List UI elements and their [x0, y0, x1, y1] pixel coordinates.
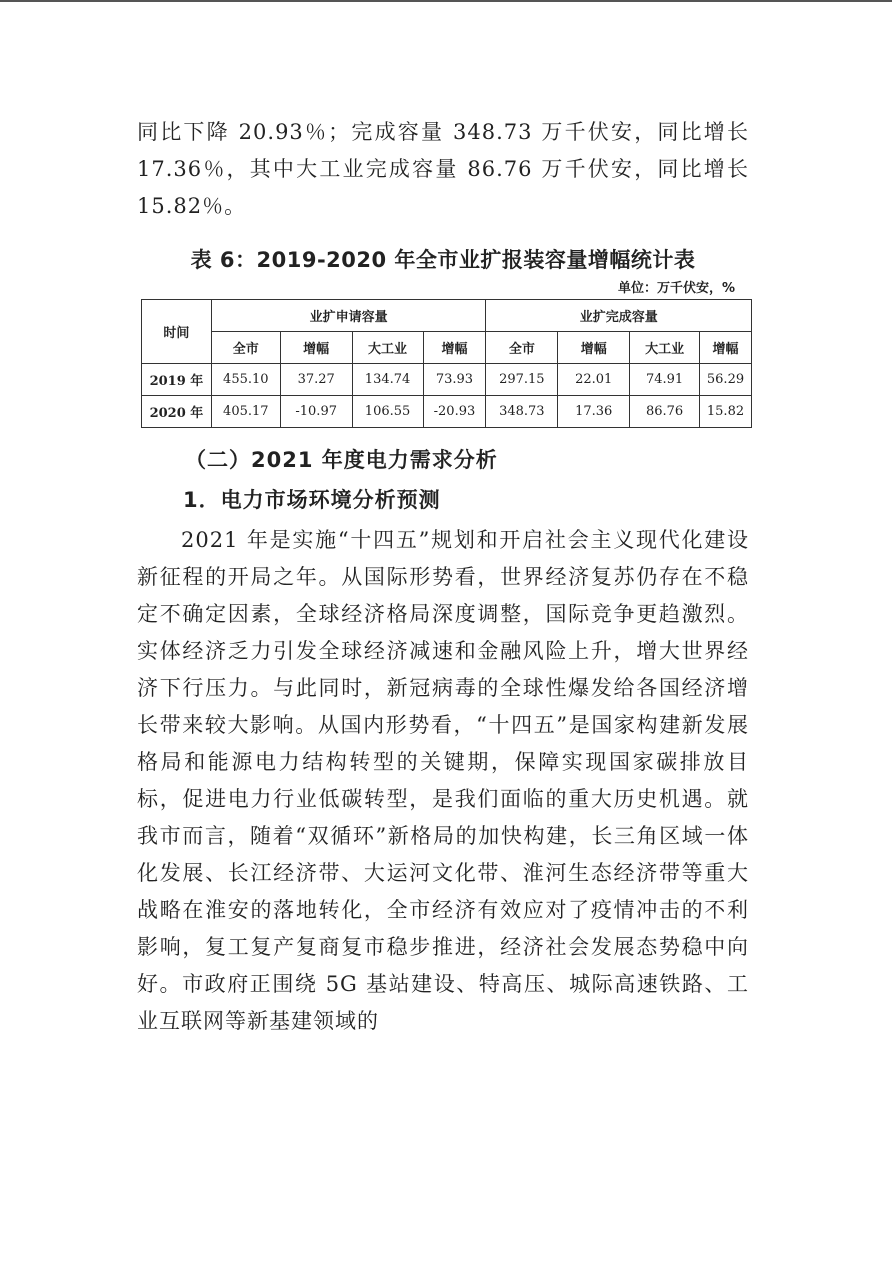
- row-year: 2020 年: [142, 396, 212, 428]
- table-cell: 106.55: [352, 396, 423, 428]
- table-row: [142, 364, 752, 396]
- table-cell: 86.76: [630, 396, 700, 428]
- section-heading: （二）2021 年度电力需求分析: [185, 448, 498, 472]
- table-cell: -10.97: [280, 396, 352, 428]
- capacity-statistics-table: [141, 299, 752, 428]
- sub-header: 增幅: [558, 332, 630, 364]
- table-cell: 455.10: [211, 364, 280, 396]
- table-cell: 37.27: [280, 364, 352, 396]
- table-cell: 348.73: [486, 396, 558, 428]
- sub-header: 大工业: [630, 332, 700, 364]
- table-header-row-sub: [142, 332, 752, 364]
- table-cell: 297.15: [486, 364, 558, 396]
- table-unit-note: 单位：万千伏安，%: [617, 281, 735, 296]
- table-caption: 表 6：2019-2020 年全市业扩报装容量增幅统计表: [190, 248, 696, 272]
- sub-header: 增幅: [280, 332, 352, 364]
- main-paragraph: 2021 年是实施“十四五”规划和开启社会主义现代化建设新征程的开局之年。从国际形势看，世界经济复苏仍存在不稳定不确定因素，全球经济格局深度调整，国际竞争更趋激烈。实体经济乏力引发全球经济减速和金融风险上升，增大世界经济下行压力。与此同时，新冠病毒的全球性爆发给各国经济增长带来较大影响。从国内形势看，“十四五”是国家构建新发展格局和能源电力结构转型的关键期，保障实现国家碳排放目标，促进电力行业低碳转型，是我们面临的重大历史机遇。就我市而言，随着“双循环”新格局的加快构建，长三角区域一体化发展、长江经济带、大运河文化带、淮河生态经济带等重大战略在淮安的落地转化，全市经济有效应对了疫情冲击的不利影响，复工复产复商复市稳步推进，经济社会发展态势稳中向好。市政府正围绕 5G 基站建设、特高压、城际高速铁路、工业互联网等新基建领域的: [137, 528, 749, 1033]
- table-cell: -20.93: [423, 396, 486, 428]
- group-header-application: 业扩申请容量: [211, 300, 486, 332]
- table-cell: 73.93: [423, 364, 486, 396]
- table-cell: 405.17: [211, 396, 280, 428]
- page-top-border: [0, 0, 892, 2]
- intro-paragraph: 同比下降 20.93％；完成容量 348.73 万千伏安，同比增长 17.36％，其中大工业完成容量 86.76 万千伏安，同比增长 15.82％。: [137, 120, 749, 218]
- sub-header: 大工业: [352, 332, 423, 364]
- sub-header: 增幅: [700, 332, 752, 364]
- sub-header: 全市: [211, 332, 280, 364]
- subsection-heading: 1．电力市场环境分析预测: [183, 488, 441, 512]
- group-header-completion: 业扩完成容量: [486, 300, 752, 332]
- table-cell: 15.82: [700, 396, 752, 428]
- table-cell: 134.74: [352, 364, 423, 396]
- table-cell: 56.29: [700, 364, 752, 396]
- table-header-row-group: [142, 300, 752, 332]
- table-cell: 22.01: [558, 364, 630, 396]
- table-cell: 74.91: [630, 364, 700, 396]
- sub-header: 全市: [486, 332, 558, 364]
- time-header: 时间: [142, 300, 212, 364]
- row-year: 2019 年: [142, 364, 212, 396]
- table-row: [142, 396, 752, 428]
- table-cell: 17.36: [558, 396, 630, 428]
- sub-header: 增幅: [423, 332, 486, 364]
